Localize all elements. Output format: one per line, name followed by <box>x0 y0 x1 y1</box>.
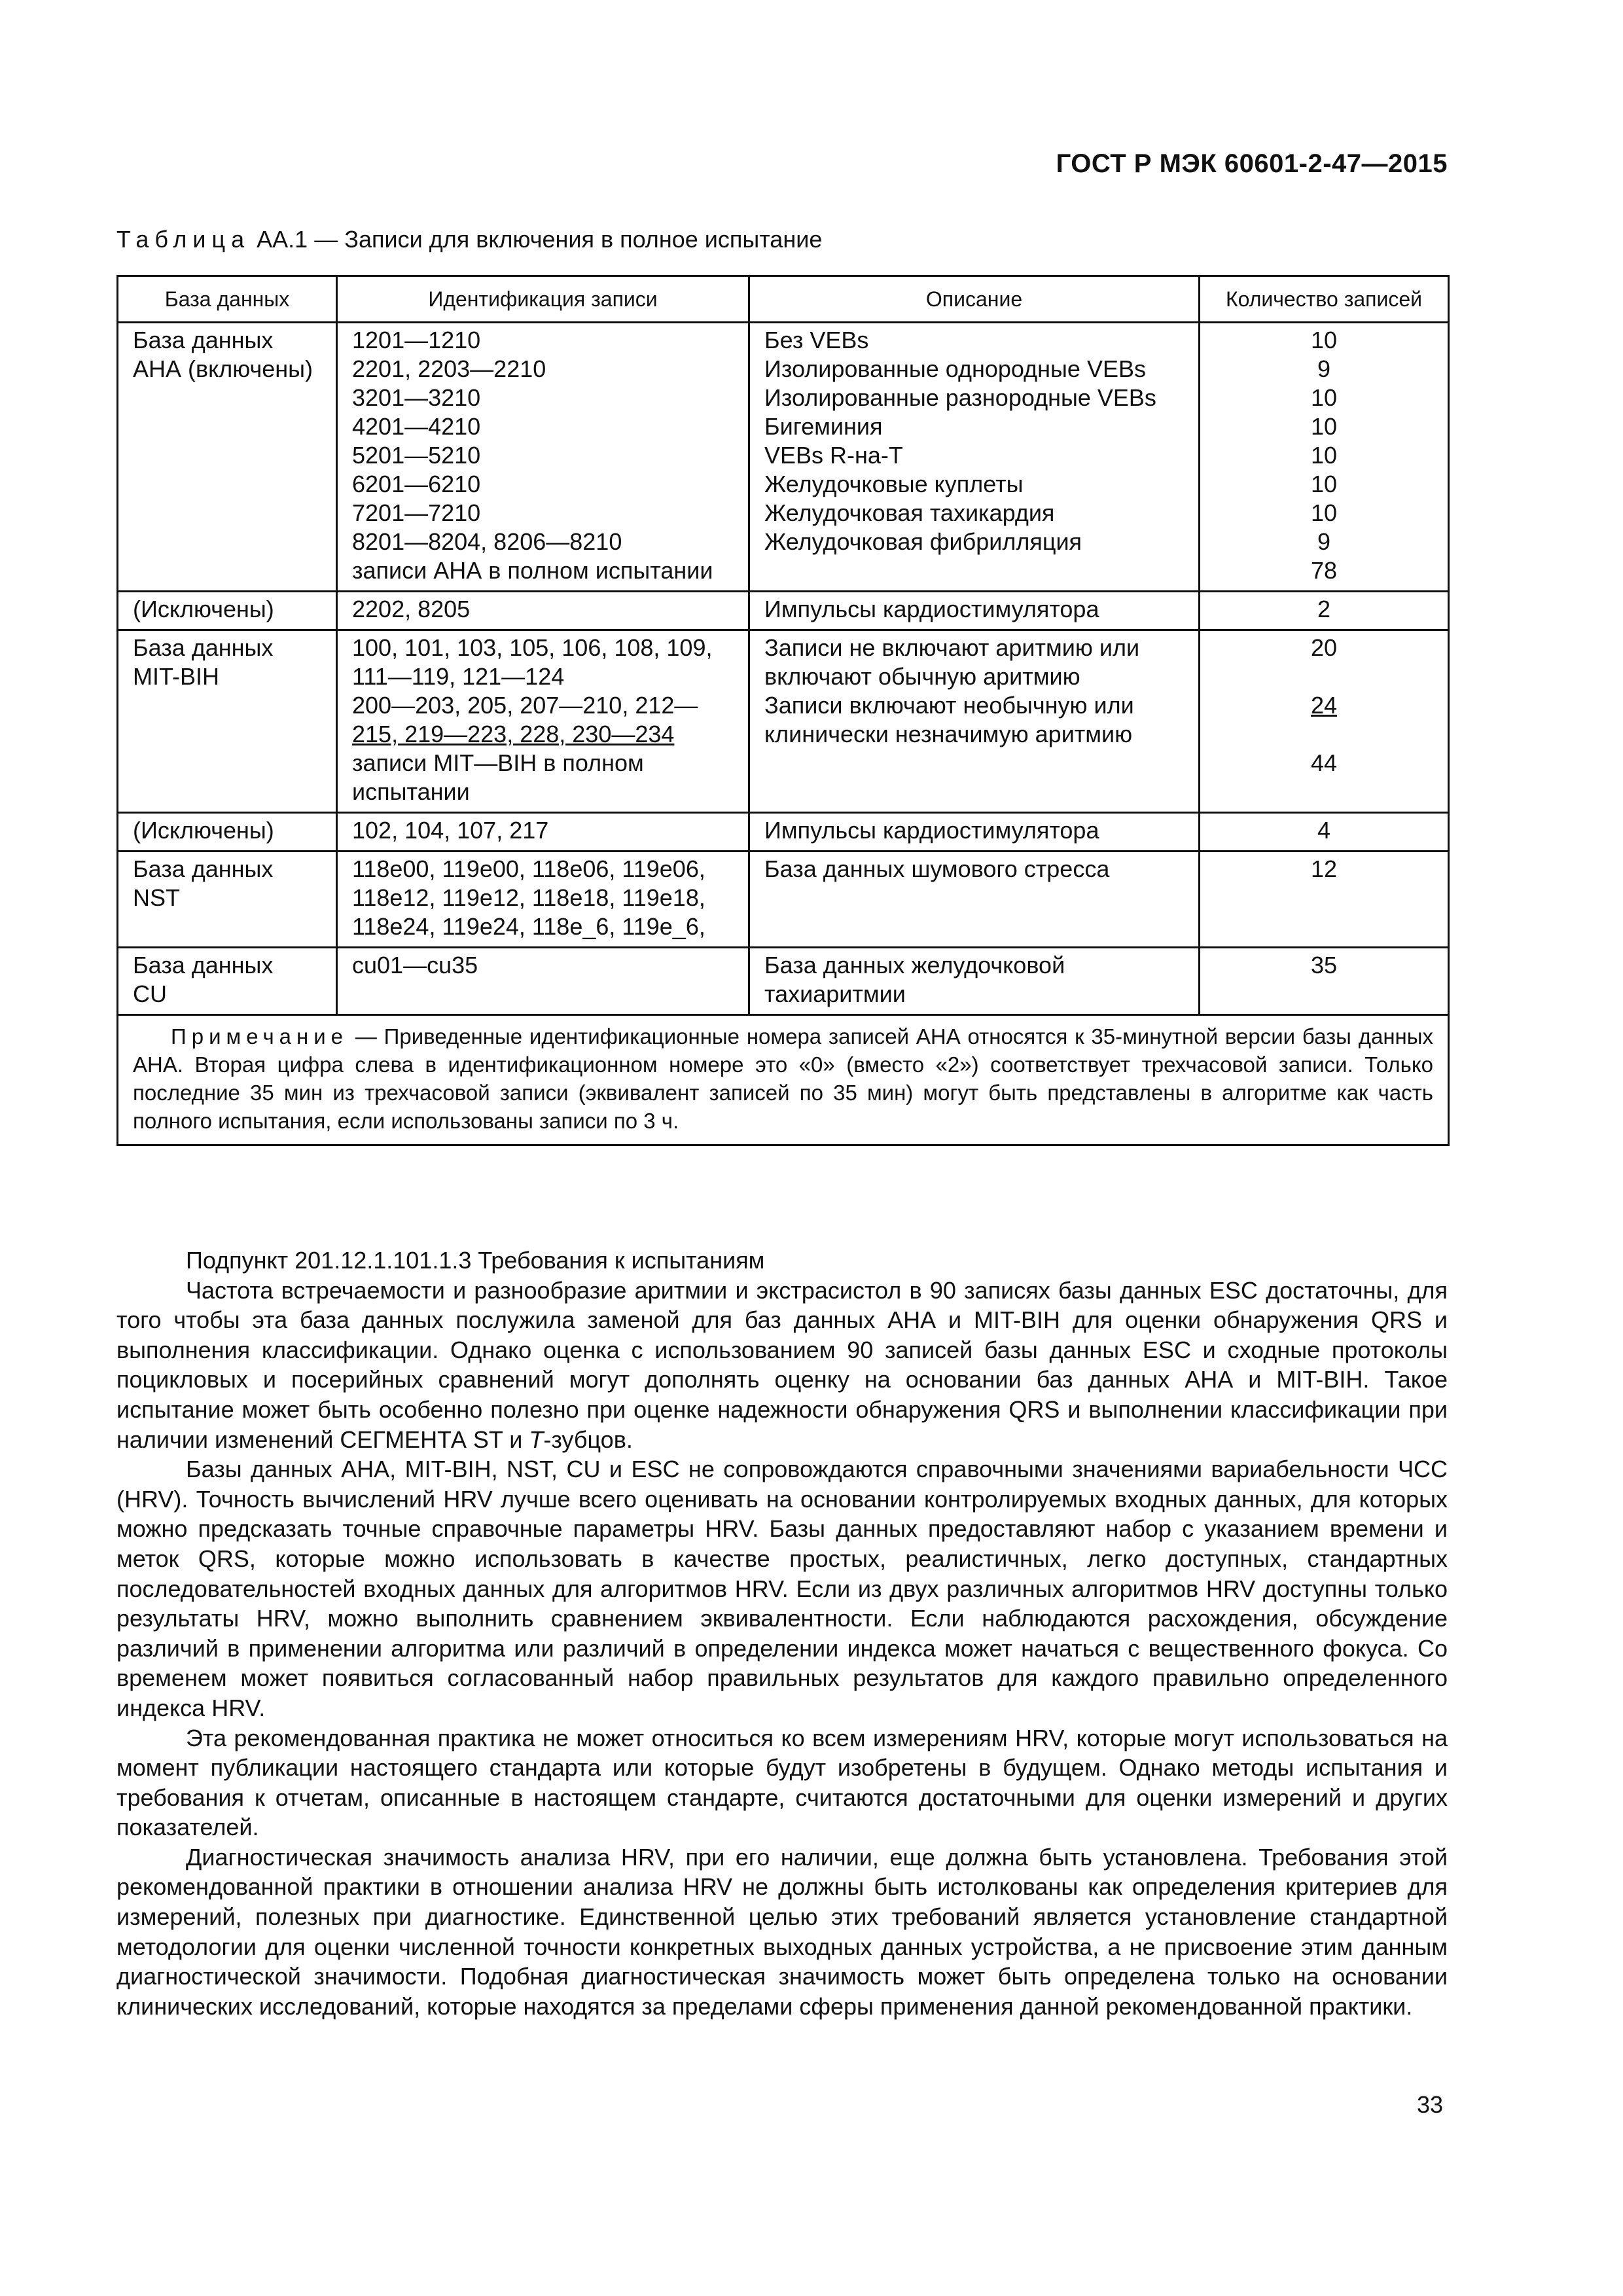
cell-line: 2201, 2203—2210 <box>352 355 546 382</box>
cell-line: 4201—4210 <box>352 413 481 440</box>
cell-line: 5201—5210 <box>352 442 481 469</box>
table-row <box>118 852 1449 948</box>
paragraph-text: -зубцов. <box>543 1426 633 1453</box>
record-id-cell <box>337 852 749 948</box>
cell-line: База данных <box>133 634 274 661</box>
cell-line: 102, 104, 107, 217 <box>352 817 549 844</box>
cell-line: 9 <box>1317 355 1331 382</box>
cell-line: Изолированные однородные VEBs <box>764 355 1146 382</box>
cell-line: Желудочковая тахикардия <box>764 499 1055 526</box>
description-cell <box>749 323 1200 592</box>
cell-line: 111—119, 121—124 <box>352 663 565 690</box>
cell-line: 24 <box>1310 692 1338 719</box>
count-cell <box>1200 592 1449 630</box>
page-number: 33 <box>1416 2091 1443 2118</box>
records-table <box>116 275 1450 1146</box>
column-header: Количество записей <box>1200 276 1449 323</box>
cell-line: 8201—8204, 8206—8210 <box>352 528 622 555</box>
cell-line: 10 <box>1310 327 1338 353</box>
table-row <box>118 323 1449 592</box>
cell-line: База данных <box>133 952 274 978</box>
cell-line: Бигеминия <box>764 413 883 440</box>
cell-line: Записи не включают аритмию или <box>764 634 1140 661</box>
cell-line: 215, 219—223, 228, 230—234 <box>352 721 675 747</box>
record-id-cell <box>337 592 749 630</box>
cell-line: MIT-BIH <box>133 663 219 690</box>
italic-symbol: T <box>529 1426 544 1453</box>
database-cell <box>118 813 337 852</box>
table-row <box>118 813 1449 852</box>
cell-line: 2202, 8205 <box>352 596 471 622</box>
column-header: База данных <box>118 276 337 323</box>
record-id-cell <box>337 323 749 592</box>
cell-line: 10 <box>1310 442 1338 469</box>
cell-line: 9 <box>1317 528 1331 555</box>
description-cell <box>749 813 1200 852</box>
cell-spacer <box>1215 662 1433 691</box>
count-cell <box>1200 852 1449 948</box>
cell-line: Желудочковая фибрилляция <box>764 528 1082 555</box>
standard-designation: ГОСТ Р МЭК 60601-2-47—2015 <box>1056 149 1448 178</box>
cell-line: База данных шумового стресса <box>764 855 1110 882</box>
cell-line: 44 <box>1310 749 1338 776</box>
record-id-cell <box>337 948 749 1015</box>
cell-line: записи MIT—BIH в полном <box>352 749 644 776</box>
cell-line: 2 <box>1317 596 1331 622</box>
cell-line: VEBs R-на-T <box>764 442 903 469</box>
description-cell <box>749 592 1200 630</box>
cell-line: включают обычную аритмию <box>764 663 1080 690</box>
cell-line: 3201—3210 <box>352 384 481 411</box>
description-cell <box>749 630 1200 813</box>
paragraph: Диагностическая значимость анализа HRV, при его наличии, еще должна быть установлена. Требования этой рекомендованной практики в отношении анализа HRV не должны быть истолкованы как определения критериев для измерений, полезных при диагностике. Единственной целью этих требований является установление стандартной методологии для оценки численной точности конкретных выходных данных устройства, а не присвоение этим данным диагностической значимости. Подобная диагностическая значимость может быть определена только на основании клинических исследований, которые находятся за пределами сферы применения данной рекомендованной практики. <box>116 1843 1448 2020</box>
database-cell <box>118 323 337 592</box>
description-cell <box>749 948 1200 1015</box>
column-header: Идентификация записи <box>337 276 749 323</box>
count-cell <box>1200 813 1449 852</box>
cell-spacer <box>1215 720 1433 749</box>
table-caption-label: Таблица <box>116 226 251 253</box>
note-text: — Приведенные идентификационные номера записей АНА относятся к 35-минутной версии базы данных АНА. Вторая цифра слева в идентификационном номере это «0» (вместо «2») соответствует трехчасовой записи. Только последние 35 мин из трехчасовой записи (эквивалент записей по 35 мин) могут быть представлены в алгоритме как часть полного испытания, если использованы записи по 3 ч. <box>133 1024 1433 1133</box>
database-cell <box>118 948 337 1015</box>
count-cell <box>1200 630 1449 813</box>
table-caption <box>116 226 822 253</box>
cell-line: 4 <box>1317 817 1331 844</box>
cell-line: АНА (включены) <box>133 355 313 382</box>
cell-line: Изолированные разнородные VEBs <box>764 384 1156 411</box>
cell-line: 118e12, 119e12, 118e18, 119e18, <box>352 884 705 911</box>
cell-line: 10 <box>1310 384 1338 411</box>
body-text <box>116 1246 1448 2021</box>
cell-line: Импульсы кардиостимулятора <box>764 817 1099 844</box>
cell-line: записи АНА в полном испытании <box>352 557 713 584</box>
subclause-heading: Подпункт 201.12.1.101.1.3 Требования к испытаниям <box>186 1247 765 1274</box>
column-header: Описание <box>749 276 1200 323</box>
cell-line: Без VEBs <box>764 327 869 353</box>
cell-line: 118e00, 119e00, 118e06, 119e06, <box>352 855 705 882</box>
cell-line: CU <box>133 980 167 1007</box>
cell-line: 12 <box>1310 855 1338 882</box>
cell-line: 200—203, 205, 207—210, 212— <box>352 692 698 719</box>
cell-line: 7201—7210 <box>352 499 481 526</box>
cell-line: клинически незначимую аритмию <box>764 721 1133 747</box>
cell-line: 10 <box>1310 413 1338 440</box>
cell-line: 10 <box>1310 471 1338 497</box>
paragraph-text: Частота встречаемости и разнообразие аритмии и экстрасистол в 90 записях базы данных ESC достаточны, для того чтобы эта база данных послужила заменой для баз данных АНА и MIT-BIH для оценки обнаружения QRS и выполнения классификации. Однако оценка с использованием 90 записей базы данных ESC и сходные протоколы поцикловых и посерийных сравнений могут дополнять оценку на основании баз данных АНА и MIT-BIH. Такое испытание может быть особенно полезно при оценке надежности обнаружения QRS и выполнении классификации при наличии изменений СЕГМЕНТА ST и <box>116 1276 1448 1453</box>
record-id-cell <box>337 813 749 852</box>
paragraph: Эта рекомендованная практика не может относиться ко всем измерениям HRV, которые могут использоваться на момент публикации настоящего стандарта или которые будут изобретены в будущем. Однако методы испытания и требования к отчетам, описанные в настоящем стандарте, считаются достаточными для оценки измерений и других показателей. <box>116 1724 1448 1841</box>
cell-line: 100, 101, 103, 105, 106, 108, 109, <box>352 634 713 661</box>
table-note-row <box>118 1015 1449 1145</box>
description-cell <box>749 852 1200 948</box>
count-cell <box>1200 323 1449 592</box>
cell-line: База данных желудочковой <box>764 952 1065 978</box>
cell-line: 6201—6210 <box>352 471 481 497</box>
cell-line: испытании <box>352 778 470 805</box>
table-row <box>118 948 1449 1015</box>
cell-line: Желудочковые куплеты <box>764 471 1024 497</box>
record-id-cell <box>337 630 749 813</box>
note-label: Примечание <box>171 1024 349 1049</box>
cell-line: Импульсы кардиостимулятора <box>764 596 1099 622</box>
cell-line: (Исключены) <box>133 596 274 622</box>
cell-line: 10 <box>1310 499 1338 526</box>
cell-line: 78 <box>1310 557 1338 584</box>
cell-line: cu01—cu35 <box>352 952 478 978</box>
table-row <box>118 592 1449 630</box>
cell-line: NST <box>133 884 180 911</box>
cell-line: 20 <box>1310 634 1338 661</box>
count-cell <box>1200 948 1449 1015</box>
cell-line: 118e24, 119e24, 118e_6, 119e_6, <box>352 913 705 940</box>
cell-line: (Исключены) <box>133 817 274 844</box>
table-note <box>118 1015 1449 1145</box>
database-cell <box>118 852 337 948</box>
cell-line: База данных <box>133 327 274 353</box>
cell-line: База данных <box>133 855 274 882</box>
database-cell <box>118 592 337 630</box>
cell-line: 1201—1210 <box>352 327 481 353</box>
cell-line: 35 <box>1310 952 1338 978</box>
paragraph <box>116 1276 1448 1455</box>
paragraph: Базы данных АНА, MIT-BIH, NST, CU и ESC не сопровождаются справочными значениями вариабельности ЧСС (HRV). Точность вычислений HRV лучше всего оценивать на основании контролируемых входных данных, для которых можно предсказать точные справочные параметры HRV. Базы данных предоставляют набор с указанием времени и меток QRS, которые можно использовать в качестве простых, реалистичных, легко доступных, стандартных последовательностей входных данных для алгоритмов HRV. Если из двух различных алгоритмов HRV доступны только результаты HRV, можно выполнить сравнением эквивалентности. Если наблюдаются расхождения, обсуждение различий в применении алгоритма или различий в определении индекса может начаться с вещественного фокуса. Со временем может появиться согласованный набор правильных результатов для каждого правильно определенного индекса HRV. <box>116 1456 1448 1721</box>
database-cell <box>118 630 337 813</box>
table-caption-title: АА.1 — Записи для включения в полное испытание <box>250 226 823 253</box>
cell-line: тахиаритмии <box>764 980 906 1007</box>
table-row <box>118 630 1449 813</box>
cell-line: Записи включают необычную или <box>764 692 1134 719</box>
table-header-row <box>118 276 1449 323</box>
